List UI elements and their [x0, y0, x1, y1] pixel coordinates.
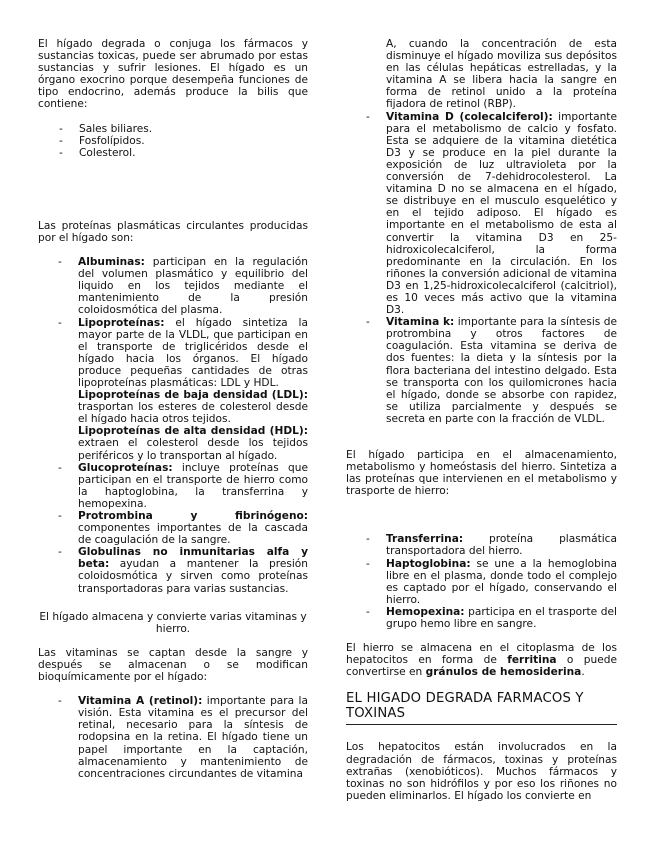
right-column [346, 38, 617, 802]
definition: trasportan los esteres de colesterol desde el hígado hacia otros tejidos. [78, 401, 308, 426]
definition: importante para la visión. Esta vitamina es el precursor del retinal, necesario para la síntesis de rodopsina en la retina. El hígado tiene un papel importante en la captación, almacenamiento y mantenimiento de concentraciones circundantes de vitamina [78, 695, 308, 780]
definition: participan en la regulación del volumen plasmático y equilibrio del liquido en los tejidos mediante el mantenimiento de la presión coloidosmótica del plasma. [78, 256, 308, 317]
ferritina-term: ferritina [507, 654, 557, 667]
term: Protrombina y fibrinógeno: [78, 510, 308, 522]
left-column [38, 38, 308, 780]
list-item [38, 546, 308, 594]
list-item [346, 111, 617, 317]
list-item [38, 425, 308, 461]
term: Vitamina A (retinol): [78, 695, 203, 708]
hemosiderina-term: gránulos de hemosiderina [425, 666, 582, 679]
vitaminas-title: El hígado almacena y convierte varias vitaminas y hierro. [39, 610, 307, 635]
list-item: - Fosfolípidos. [38, 135, 308, 147]
term: Transferrina: [386, 533, 464, 546]
definition: incluye proteínas que participan en el transporte de hierro como la haptoglobina, la transferrina y hemopexina. [78, 461, 308, 510]
hierro-almacen-paragraph [346, 642, 617, 678]
text-run: El hierro se almacena en el citoplasma de los hepatocitos en forma de [346, 642, 617, 667]
vitaminas-intro: Las vitaminas se captan desde la sangre y después se almacenan o se modifican bioquímicamente por el hígado: [38, 646, 308, 684]
list-item [346, 533, 617, 557]
vitamina-a-continuation: A, cuando la concentración de esta disminuye el hígado moviliza sus depósitos en las células hepáticas estrelladas, y la vitamina A se libera hacia la sangre en forma de retinol unido a la proteína fijadora de retinol (RBP). [386, 38, 617, 111]
list-item [38, 462, 308, 510]
definition: proteína plasmática transportadora del hierro. [386, 533, 617, 558]
intro-paragraph: El hígado degrada o conjuga los fármacos y sustancias toxicas, puede ser abrumado por estas sustancias y sufrir lesiones. El hígado es un órgano exocrino porque desempeña funciones de tipo endocrino, además produce la bilis que contiene: [38, 38, 308, 111]
proteinas-intro: Las proteínas plasmáticas circulantes producidas por el hígado son: [38, 219, 308, 244]
term: Lipoproteínas de baja densidad (LDL): [78, 389, 308, 402]
text-run: . [581, 666, 585, 679]
text-run: o puede convertirse en [346, 654, 617, 679]
term: Lipoproteínas: [78, 316, 165, 329]
list-item [346, 606, 617, 630]
term: Globulinas no inmunitarias alfa y beta: [78, 546, 308, 571]
definition: ayudan a mantener la presión coloidosmótica y sirven como proteínas transportadoras para varias sustancias. [78, 558, 308, 595]
term: Albuminas: [78, 256, 145, 269]
term: Glucoproteínas: [78, 461, 173, 474]
list-item: - Sales biliares. [38, 123, 308, 135]
proteinas-list [38, 256, 308, 595]
list-item [38, 317, 308, 390]
definition: componentes importantes de la cascada de coagulación de la sangre. [78, 522, 308, 547]
vitaminas-list-cont [346, 111, 617, 425]
list-item [38, 510, 308, 546]
list-item [346, 558, 617, 606]
term: Lipoproteínas de alta densidad (HDL): [78, 425, 308, 438]
hierro-list [346, 533, 617, 630]
definition: importante para el metabolismo de calcio y fosfato. Esta se adquiere de la vitamina dietética D3 y se produce en la piel durante la exposición de luz ultravioleta por la conversión de 7-dehidrocolesterol. La vitamina D no se almacena en el hígado, se distribuye en el musculo esquelético y en el tejido adiposo. El hígado es importante en el metabolismo de esta al convertir la vitamina D3 en 25-hidroxicolecalciferol, la forma predominante en la circulación. En los riñones la conversión adicional de vitamina D3 en 1,25-hidroxicolecalciferol (calcitriol), es 10 veces más activo que la vitamina D3. [386, 110, 617, 317]
list-item [38, 695, 308, 780]
definition: importante para la síntesis de protrombina y otros factores de coagulación. Esta vitamina se deriva de dos fuentes: la dieta y la síntesis por la flora bacteriana del intestino delgado. Esta se transporta con los quilomicrones hacia el hígado, donde se absorbe con rapidez, se utiliza parcialmente y después se secreta en parte con la fracción de VLDL. [386, 316, 618, 425]
hierro-intro: El hígado participa en el almacenamiento, metabolismo y homeóstasis del hierro. Sintetiza a las proteínas que intervienen en el metabolismo y trasporte de hierro: [346, 449, 617, 498]
section-paragraph: Los hepatocitos están involucrados en la degradación de fármacos, toxinas y proteínas extrañas (xenobióticos). Muchos fármacos y toxinas no son hidrófilos y por eso los riñones no pueden eliminarlos. El hígado los convierte en [346, 741, 617, 802]
vitaminas-list [38, 695, 308, 780]
term: Vitamina k: [386, 316, 455, 329]
term: Haptoglobina: [386, 557, 471, 570]
list-item [346, 316, 617, 425]
list-item [38, 389, 308, 425]
section-heading: EL HIGADO DEGRADA FARMACOS Y TOXINAS [346, 692, 617, 725]
bilis-list [38, 123, 308, 159]
list-item [38, 256, 308, 316]
list-item: - Colesterol. [38, 147, 308, 159]
definition: extraen el colesterol desde los tejidos periféricos y lo transportan al hígado. [78, 437, 308, 462]
definition: el hígado sintetiza la mayor parte de la VLDL, que participan en el transporte de triglicéridos desde el hígado hacia los órganos. El hígado produce pequeñas cantidades de otras lipoproteínas plasmáticas: LDL y HDL. [78, 316, 308, 389]
definition: se une a la hemoglobina libre en el plasma, donde todo el complejo es captado por el hígado, conservando el hierro. [386, 557, 617, 606]
term: Hemopexina: [386, 605, 465, 618]
term: Vitamina D (colecalciferol): [386, 110, 553, 123]
definition: participa en el trasporte del grupo hemo libre en sangre. [386, 605, 617, 631]
